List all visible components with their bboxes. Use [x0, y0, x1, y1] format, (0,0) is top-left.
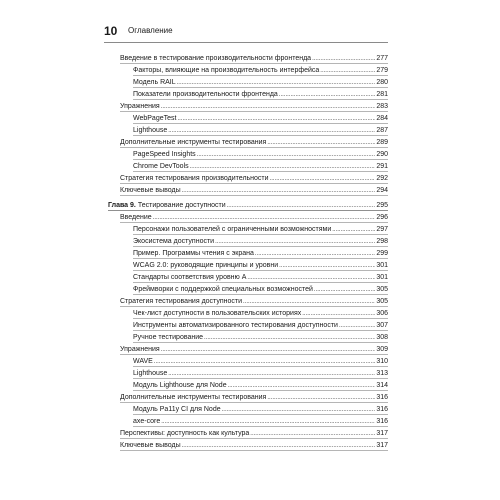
toc-entry-title: WCAG 2.0: руководящие принципы и уровни — [133, 262, 279, 269]
row-divider — [133, 171, 388, 172]
toc-entry-title: Lighthouse — [133, 127, 168, 134]
toc-entry — [120, 212, 388, 223]
row-divider — [133, 390, 388, 391]
toc-page-number: 291 — [376, 163, 388, 170]
toc-entry — [120, 53, 388, 64]
row-divider — [133, 414, 388, 415]
toc-entry-title: Пример. Программы чтения с экрана — [133, 250, 254, 257]
toc-page-number: 308 — [376, 334, 388, 341]
toc-page-number: 298 — [376, 238, 388, 245]
toc-entry — [133, 113, 388, 124]
toc-entry — [133, 416, 388, 427]
toc-entry — [133, 65, 388, 76]
toc-entry-title: Упражнения — [120, 346, 160, 353]
toc-entry — [133, 77, 388, 88]
toc-entry — [133, 125, 388, 136]
toc-entry-title: Тестирование доступности — [137, 202, 226, 209]
toc-page-number: 296 — [376, 214, 388, 221]
row-divider — [108, 210, 388, 211]
toc-page-number: 316 — [376, 406, 388, 413]
running-header-title: Оглавление — [128, 26, 173, 35]
toc-page-number: 314 — [376, 382, 388, 389]
toc-entry — [120, 296, 388, 307]
row-divider — [133, 123, 388, 124]
toc-entry — [133, 320, 388, 331]
toc-entry — [120, 428, 388, 439]
toc-page-number: 290 — [376, 151, 388, 158]
row-divider — [120, 450, 388, 451]
toc-page-number: 287 — [376, 127, 388, 134]
toc-entry-title: Введение — [120, 214, 152, 221]
row-divider — [133, 87, 388, 88]
toc-entry-title: Перспективы: доступность как культура — [120, 430, 250, 437]
toc-entry — [133, 149, 388, 160]
toc-entry-title: WAVE — [133, 358, 153, 365]
toc-entry-title: PageSpeed Insights — [133, 151, 196, 158]
toc-page-number: 294 — [376, 187, 388, 194]
row-divider — [133, 135, 388, 136]
toc-entry-title: Ключевые выводы — [120, 187, 181, 194]
row-divider — [133, 426, 388, 427]
toc-entry-title: Введение в тестирование производительности фронтенда — [120, 55, 312, 62]
toc-page-number: 317 — [376, 442, 388, 449]
row-divider — [133, 378, 388, 379]
row-divider — [120, 354, 388, 355]
toc-page-number: 317 — [376, 430, 388, 437]
toc-entry — [133, 368, 388, 379]
row-divider — [120, 183, 388, 184]
row-divider — [133, 258, 388, 259]
toc-entry-title: Фреймворки с поддержкой специальных возможностей — [133, 286, 313, 293]
row-divider — [133, 234, 388, 235]
row-divider — [120, 147, 388, 148]
row-divider — [133, 318, 388, 319]
row-divider — [133, 330, 388, 331]
row-divider — [120, 195, 388, 196]
toc-page-number: 301 — [376, 274, 388, 281]
toc-entry-title: axe-core — [133, 418, 161, 425]
toc-entry-title: Ручное тестирование — [133, 334, 204, 341]
toc-entry — [120, 440, 388, 451]
toc-entry — [133, 308, 388, 319]
toc-page-number: 277 — [376, 55, 388, 62]
toc-entry — [120, 392, 388, 403]
row-divider — [133, 366, 388, 367]
toc-page-number: 309 — [376, 346, 388, 353]
toc-page-number: 280 — [376, 79, 388, 86]
toc-page-number: 306 — [376, 310, 388, 317]
toc-entry — [120, 344, 388, 355]
toc-entry-title: Модуль Lighthouse для Node — [133, 382, 227, 389]
toc-page-number: 316 — [376, 394, 388, 401]
toc-entry — [120, 101, 388, 112]
toc-entry — [120, 137, 388, 148]
toc-page-number: 305 — [376, 286, 388, 293]
toc-entry-title: Модуль Pa11y CI для Node — [133, 406, 221, 413]
row-divider — [133, 246, 388, 247]
toc-entry — [133, 224, 388, 235]
toc-entry-title: Chrome DevTools — [133, 163, 189, 170]
toc-entry-title: Персонажи пользователей с ограниченными возможностями — [133, 226, 332, 233]
row-divider — [120, 63, 388, 64]
toc-entry-title: Экосистема доступности — [133, 238, 215, 245]
row-divider — [120, 222, 388, 223]
chapter-label: Глава 9. — [108, 202, 136, 209]
row-divider — [120, 402, 388, 403]
toc-chapter-row — [108, 200, 388, 211]
row-divider — [133, 75, 388, 76]
toc-entry-title: Модель RAIL — [133, 79, 176, 86]
toc-entry — [133, 260, 388, 271]
toc-entry-title: Чек-лист доступности в пользовательских историях — [133, 310, 302, 317]
toc-entry-title: Дополнительные инструменты тестирования — [120, 139, 267, 146]
page-number: 10 — [104, 24, 118, 38]
toc-entry — [120, 185, 388, 196]
toc-entry — [133, 89, 388, 100]
toc-entry — [133, 236, 388, 247]
toc-entry-title: Факторы, влияющие на производительность интерфейса — [133, 67, 320, 74]
row-divider — [133, 282, 388, 283]
row-divider — [133, 99, 388, 100]
toc-entry-title: Дополнительные инструменты тестирования — [120, 394, 267, 401]
toc-page-number: 297 — [376, 226, 388, 233]
toc-page-number: 281 — [376, 91, 388, 98]
row-divider — [133, 342, 388, 343]
toc-page-number: 310 — [376, 358, 388, 365]
toc-entry — [120, 173, 388, 184]
toc-entry-title: Стратегия тестирования производительности — [120, 175, 269, 182]
row-divider — [133, 294, 388, 295]
toc-entry — [133, 356, 388, 367]
toc-entry — [133, 380, 388, 391]
row-divider — [133, 270, 388, 271]
toc-entry-title: WebPageTest — [133, 115, 177, 122]
toc-entry — [133, 272, 388, 283]
toc-entry-title: Упражнения — [120, 103, 160, 110]
row-divider — [120, 438, 388, 439]
toc-entry — [133, 284, 388, 295]
toc-page-number: 305 — [376, 298, 388, 305]
toc-page-number: 313 — [376, 370, 388, 377]
toc-page-number: 316 — [376, 418, 388, 425]
toc-page-number: 289 — [376, 139, 388, 146]
toc-entry-title: Ключевые выводы — [120, 442, 181, 449]
toc-entry-title: Инструменты автоматизированного тестирования доступности — [133, 322, 338, 329]
toc-page-number: 301 — [376, 262, 388, 269]
row-divider — [120, 306, 388, 307]
toc-entry — [133, 161, 388, 172]
toc-entry — [133, 404, 388, 415]
toc-entry — [133, 332, 388, 343]
toc-page-number: 295 — [376, 202, 388, 209]
toc-entry-title: Стратегия тестирования доступности — [120, 298, 243, 305]
toc-entry-title: Стандарты соответствия уровню A — [133, 274, 247, 281]
toc-entry — [133, 248, 388, 259]
toc-page-number: 307 — [376, 322, 388, 329]
toc-page-number: 279 — [376, 67, 388, 74]
toc-page-number: 283 — [376, 103, 388, 110]
toc-page-number: 299 — [376, 250, 388, 257]
row-divider — [133, 159, 388, 160]
toc-entry-title: Показатели производительности фронтенда — [133, 91, 278, 98]
row-divider — [120, 111, 388, 112]
toc-page-number: 292 — [376, 175, 388, 182]
toc-entry-title: Lighthouse — [133, 370, 168, 377]
toc-page-number: 284 — [376, 115, 388, 122]
